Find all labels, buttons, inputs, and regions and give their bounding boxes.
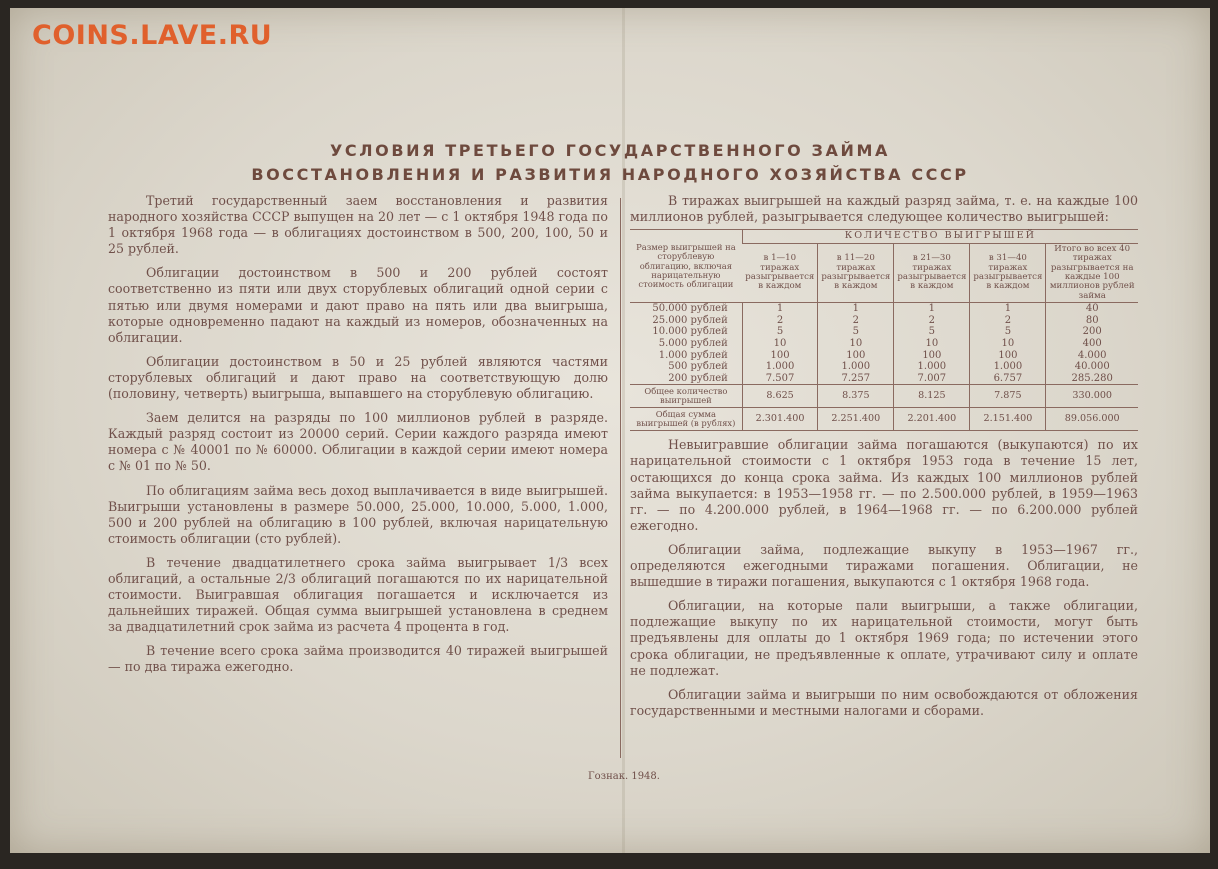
table-cell: 8.125 (894, 385, 970, 408)
left-column (108, 193, 608, 684)
table-cell: 1.000 (742, 361, 818, 373)
table-cell: 4.000 (1046, 350, 1138, 362)
table-cell: 10 (818, 338, 894, 350)
table-cell: 2.151.400 (970, 408, 1046, 431)
table-header-draws-21-30: в 21—30 тиражах разыгрывается в каждом (894, 243, 970, 302)
table-cell: 200 (1046, 326, 1138, 338)
bond-back-sheet (10, 8, 1210, 853)
table-cell: 6.757 (970, 373, 1046, 385)
table-cell: 10 (894, 338, 970, 350)
table-cell: 80 (1046, 315, 1138, 327)
table-cell: 7.257 (818, 373, 894, 385)
table-cell: 10.000 рублей (652, 326, 728, 338)
table-cell: 7.007 (894, 373, 970, 385)
right-column (630, 193, 1138, 727)
table-cell: 100 (742, 350, 818, 362)
table-cell: 100 (970, 350, 1046, 362)
table-cell: 330.000 (1046, 385, 1138, 408)
table-cell: 25.000 рублей (652, 314, 728, 326)
table-group-header: КОЛИЧЕСТВО ВЫИГРЫШЕЙ (742, 230, 1138, 244)
site-watermark: COINS.LAVE.RU (32, 20, 273, 51)
table-cell: 7.507 (742, 373, 818, 385)
table-cell: 2.301.400 (742, 408, 818, 431)
table-cell: 5 (818, 326, 894, 338)
title-line-1: УСЛОВИЯ ТРЕТЬЕГО ГОСУДАРСТВЕННОГО ЗАЙМА (329, 141, 891, 160)
table-cell: 8.375 (818, 385, 894, 408)
table-cell: 100 (894, 350, 970, 362)
table-row (630, 315, 1138, 327)
table-row (630, 361, 1138, 373)
winnings-table (630, 229, 1138, 431)
table-cell: 89.056.000 (1046, 408, 1138, 431)
table-cell: 40 (1046, 303, 1138, 315)
table-total-row (630, 408, 1138, 431)
right-paragraph: Облигации займа и выигрыши по ним освобождаются от обложения государственными и местными налогами и сборами. (630, 686, 1138, 718)
table-cell: 8.625 (742, 385, 818, 408)
table-cell: 5.000 рублей (658, 338, 728, 349)
table-header-total: Итого во всех 40 тиражах разыгрывается на каждые 100 миллионов рублей займа (1046, 243, 1138, 302)
table-cell: 5 (970, 326, 1046, 338)
table-cell: 2.201.400 (894, 408, 970, 431)
right-intro: В тиражах выигрышей на каждый разряд займа, т. е. на каждые 100 миллионов рублей, разыгрывается следующее количество выигрышей: (630, 193, 1138, 225)
table-cell: 10 (970, 338, 1046, 350)
table-header-draws-11-20: в 11—20 тиражах разыгрывается в каждом (818, 243, 894, 302)
table-cell: 100 (818, 350, 894, 362)
left-paragraph: По облигациям займа весь доход выплачивается в виде выигрышей. Выигрыши установлены в размере 50.000, 25.000, 10.000, 5.000, 1.000, 500 и 200 рублей на облигацию в 100 рублей, включая нарицательную стоимость облигации (сто рублей). (108, 482, 608, 546)
left-paragraph: В течение всего срока займа производится 40 тиражей выигрышей — по два тиража ежегодно. (108, 643, 608, 675)
goznak-imprint: Гознак. 1948. (588, 771, 660, 782)
table-cell: 1 (894, 303, 970, 315)
table-cell: 400 (1046, 338, 1138, 350)
table-cell: 200 рублей (668, 372, 728, 384)
left-paragraph: Облигации достоинством в 50 и 25 рублей являются частями сторублевых облигаций и дают право на соответствующую долю (половину, четверть) выигрыша, выпавшего на сторублевую облигацию. (108, 353, 608, 402)
table-cell: 50.000 рублей (652, 303, 728, 315)
table-cell: 1.000 (970, 361, 1046, 373)
left-paragraph: Третий государственный заем восстановления и развития народного хозяйства СССР выпущен на 20 лет — с 1 октября 1948 года по 1 октября 1968 года — в облигациях достоинством в 500, 200, 100, 50 и 25 рублей. (108, 193, 608, 257)
table-cell: 1 (818, 303, 894, 315)
table-cell: 2 (894, 315, 970, 327)
table-cell: 2 (742, 315, 818, 327)
table-row (630, 373, 1138, 385)
table-row (630, 350, 1138, 362)
table-cell: 2 (818, 315, 894, 327)
table-cell: 1.000 (818, 361, 894, 373)
table-header-prize-size: Размер выигрышей на сторублевую облигацию, включая нарицательную стоимость облигации (630, 230, 742, 303)
left-paragraph: Облигации достоинством в 500 и 200 рублей состоят соответственно из пяти или двух сторублевых облигаций одной серии с пятью или двумя номерами и дают право на пять или два выигрыша, которые одновременно падают на каждый из номеров, обозначенных на облигации. (108, 265, 608, 345)
table-cell: 1 (970, 303, 1046, 315)
right-paragraph: Облигации, на которые пали выигрыши, а также облигации, подлежащие выкупу по их нарицательной стоимости, могут быть предъявлены для оплаты до 1 октября 1969 года; по истечении этого срока облигации, не предъявленные к оплате, утрачивают силу и оплате не подлежат. (630, 598, 1138, 678)
table-cell: Общее количество выигрышей (630, 385, 742, 408)
table-header-draws-1-10: в 1—10 тиражах разыгрывается в каждом (742, 243, 818, 302)
table-cell: 5 (742, 326, 818, 338)
paper-fold (622, 8, 625, 853)
table-cell: 285.280 (1046, 373, 1138, 385)
table-cell: 2.251.400 (818, 408, 894, 431)
table-cell: 2 (970, 315, 1046, 327)
table-cell: 5 (894, 326, 970, 338)
right-paragraph: Облигации займа, подлежащие выкупу в 1953—1967 гг., определяются ежегодными тиражами погашения. Облигации, не вышедшие в тиражи погашения, выкупаются с 1 октября 1968 года. (630, 541, 1138, 590)
left-paragraph: Заем делится на разряды по 100 миллионов рублей в разряде. Каждый разряд состоит из 20000 серий. Серии каждого разряда имеют номера с № 40001 по № 60000. Облигации в каждой серии имеют номера с № 01 по № 50. (108, 410, 608, 474)
table-cell: 1.000 рублей (658, 349, 728, 361)
table-cell: 1 (742, 303, 818, 315)
table-total-row (630, 385, 1138, 408)
table-cell: 500 рублей (668, 361, 728, 373)
table-cell: 1.000 (894, 361, 970, 373)
table-cell: 10 (742, 338, 818, 350)
left-paragraph: В течение двадцатилетнего срока займа выигрывает 1/3 всех облигаций, а остальные 2/3 облигаций погашаются по их нарицательной стоимости. Выигравшая облигация погашается и исключается из дальнейших тиражей. Общая сумма выигрышей установлена в среднем за двадцатилетний срок займа из расчета 4 процента в год. (108, 554, 608, 635)
table-header-draws-31-40: в 31—40 тиражах разыгрывается в каждом (970, 243, 1046, 302)
table-row (630, 303, 1138, 315)
table-cell: Общая сумма выигрышей (в рублях) (630, 408, 742, 431)
right-paragraph: Невыигравшие облигации займа погашаются (выкупаются) по их нарицательной стоимости с 1 октября 1953 года в течение 15 лет, остающихся до конца срока займа. Из каждых 100 миллионов рублей займа выкупается: в 1953—1958 гг. — по 2.500.000 рублей, в 1959—1963 гг. — по 4.200.000 рублей, в 1964—1968 гг. — по 6.200.000 рублей ежегодно. (630, 437, 1138, 533)
table-cell: 40.000 (1046, 361, 1138, 373)
table-row (630, 338, 1138, 350)
title-line-2: ВОССТАНОВЛЕНИЯ И РАЗВИТИЯ НАРОДНОГО ХОЗЯЙСТВА СССР (251, 165, 969, 184)
column-divider (620, 198, 621, 758)
table-cell: 7.875 (970, 385, 1046, 408)
table-row (630, 326, 1138, 338)
